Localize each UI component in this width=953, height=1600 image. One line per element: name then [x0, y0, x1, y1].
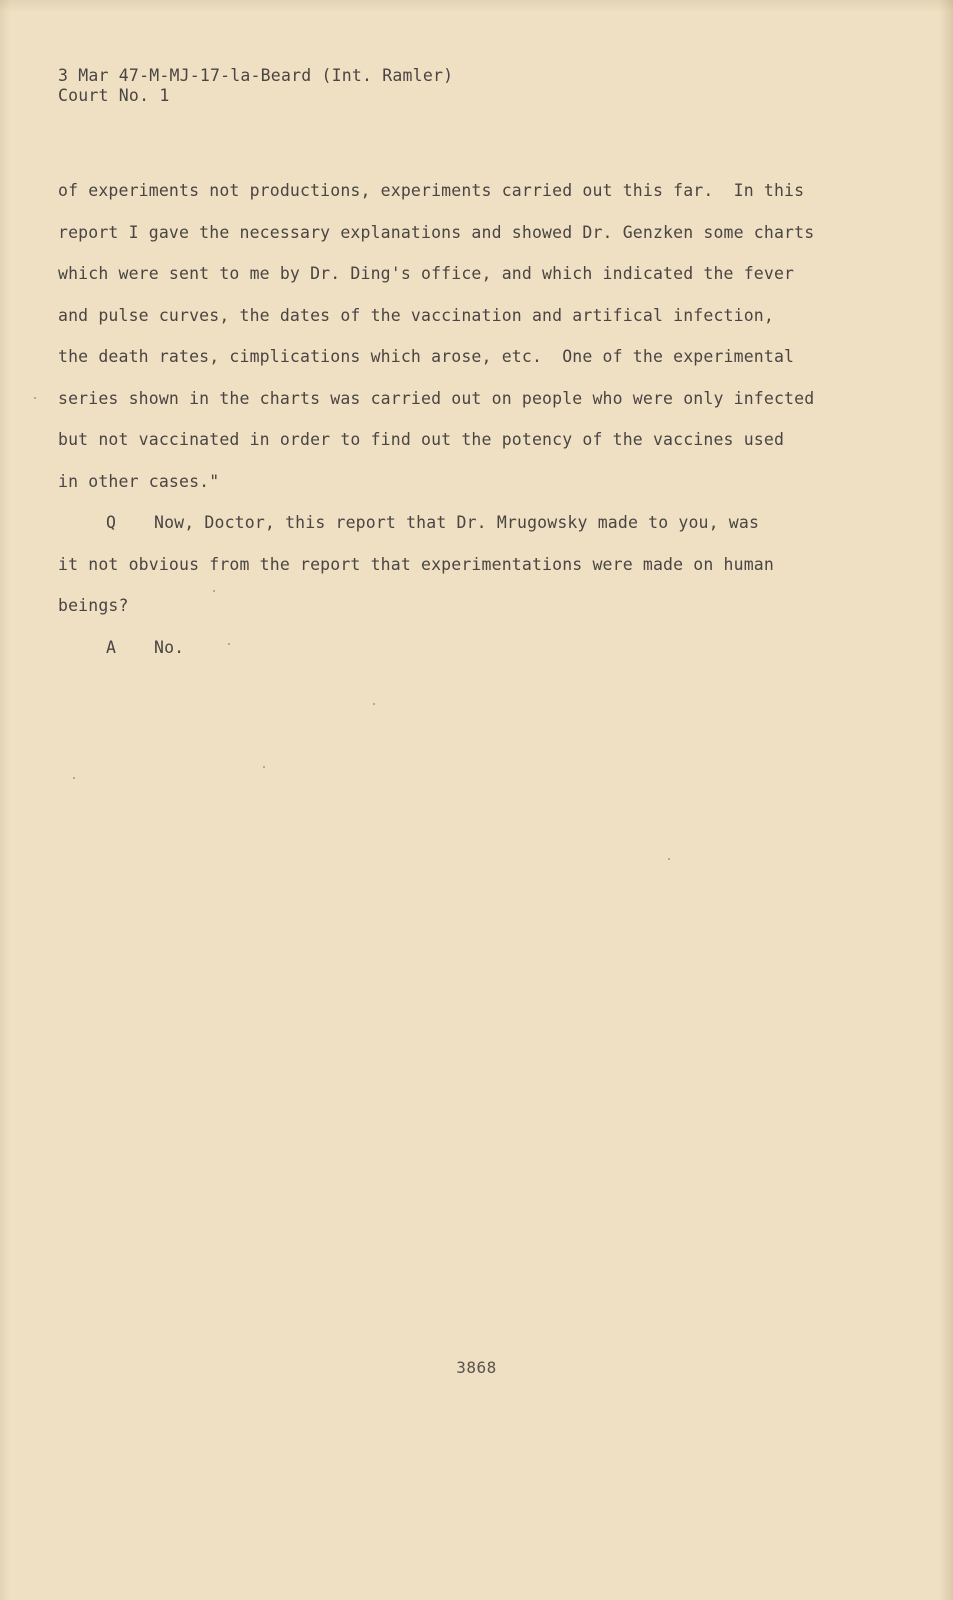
answer-marker: A — [106, 637, 117, 657]
text-line: in other cases." — [58, 471, 220, 491]
text-line: the death rates, cimplications which arose, etc. One of the experimental — [58, 347, 795, 366]
question-block — [58, 502, 858, 627]
answer-text: No. — [154, 637, 185, 657]
paper-speck — [668, 858, 670, 860]
text-line: but not vaccinated in order to find out the potency of the vaccines used — [58, 430, 785, 449]
paper-speck — [228, 643, 230, 645]
page-number: 3868 — [456, 1358, 497, 1377]
header-session-line: 3 Mar 47-M-MJ-17-la-Beard (Int. Ramler) — [58, 66, 454, 85]
text-line: of experiments not productions, experiments carried out this far. In this — [58, 181, 805, 200]
document-header — [58, 66, 453, 106]
question-text-line: Now, Doctor, this report that Dr. Mrugowsky made to you, was — [154, 513, 760, 532]
transcript-body — [58, 170, 858, 668]
question-text-line: it not obvious from the report that experimentations were made on human — [58, 554, 774, 574]
question-text-line: beings? — [58, 596, 129, 615]
quoted-paragraph — [58, 170, 858, 502]
paper-speck — [213, 590, 215, 592]
paper-speck — [263, 766, 265, 768]
answer-block — [58, 627, 858, 669]
paper-speck — [73, 777, 75, 779]
text-line: series shown in the charts was carried out on people who were only infected — [58, 388, 815, 408]
text-line: report I gave the necessary explanations and showed Dr. Genzken some charts — [58, 222, 815, 242]
paper-speck — [34, 397, 36, 399]
text-line: and pulse curves, the dates of the vaccination and artifical infection, — [58, 305, 774, 325]
question-marker: Q — [106, 513, 117, 532]
text-line: which were sent to me by Dr. Ding's office, and which indicated the fever — [58, 264, 795, 283]
paper-speck — [373, 703, 375, 705]
header-court-line: Court No. 1 — [58, 86, 170, 105]
